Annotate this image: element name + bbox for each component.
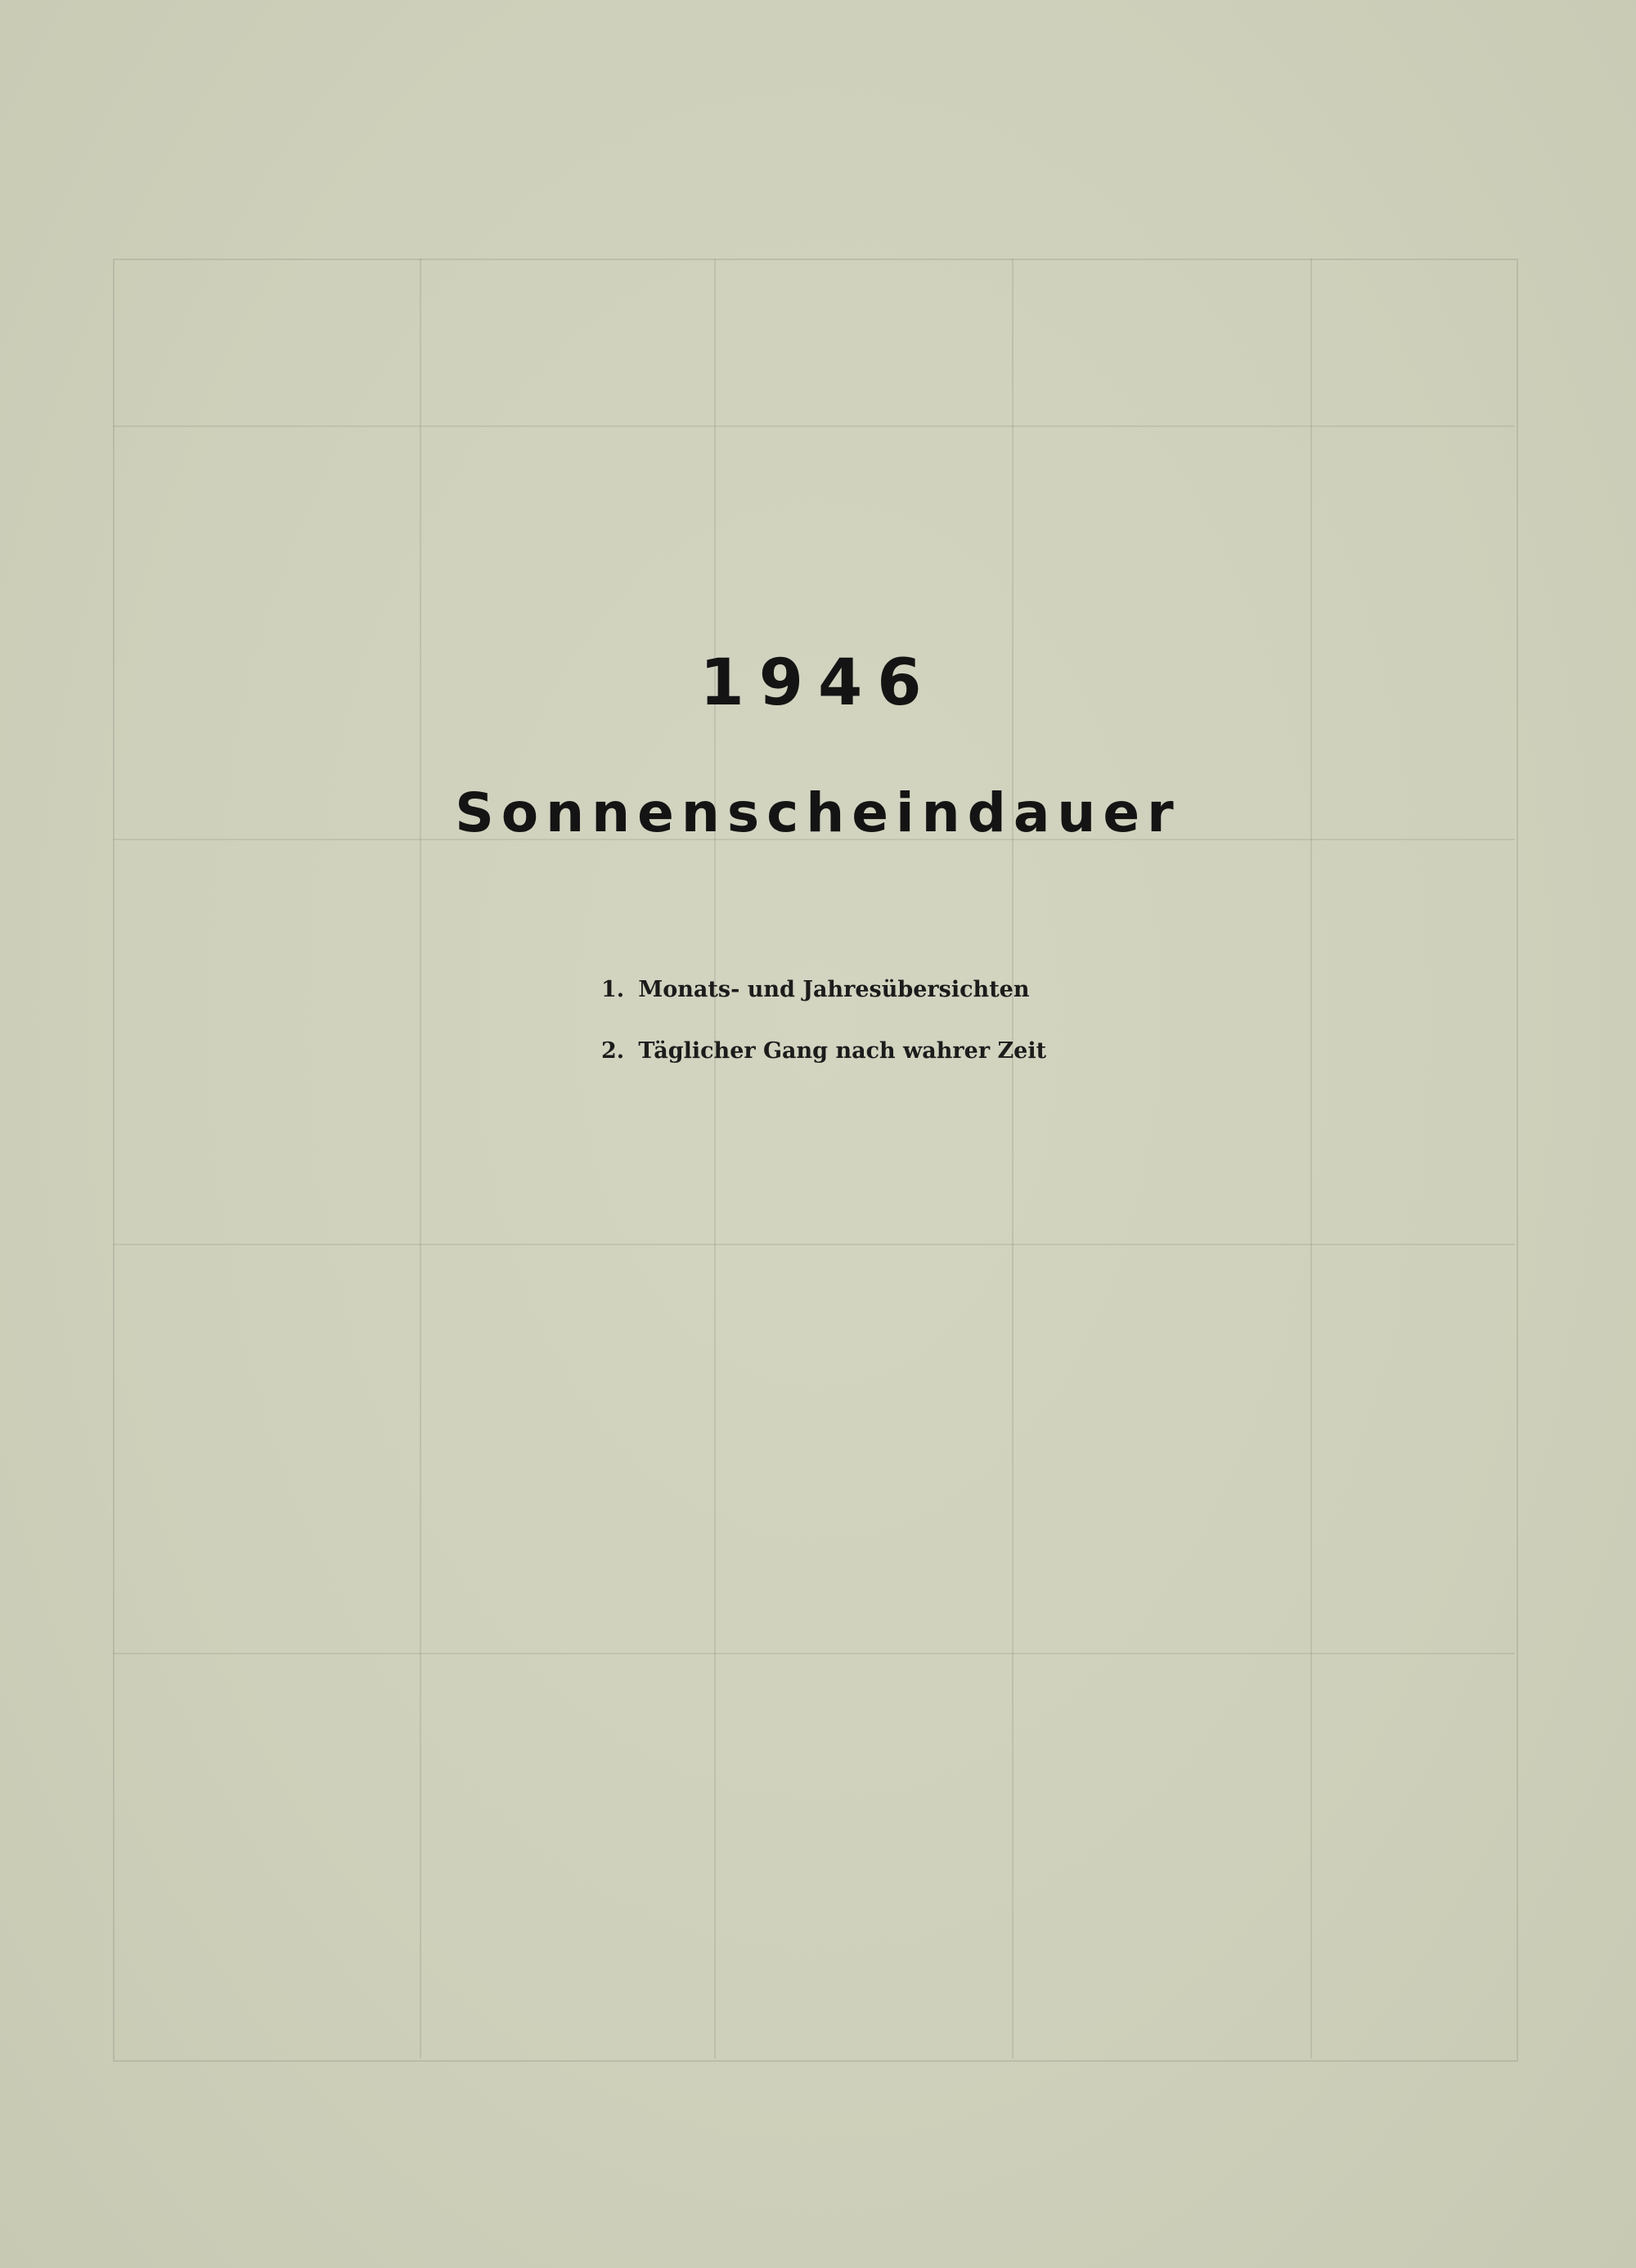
contents-item-number: 1. bbox=[601, 977, 625, 1002]
contents-item bbox=[601, 1035, 1046, 1096]
contents-item bbox=[601, 974, 1046, 1035]
contents-item-text: Monats- und Jahresübersichten bbox=[638, 977, 1030, 1002]
ghost-table-rule bbox=[714, 259, 716, 2059]
contents-item-number: 2. bbox=[601, 1038, 625, 1064]
page-year: 1946 bbox=[699, 646, 937, 720]
ghost-table-rule bbox=[113, 1244, 1515, 1245]
ghost-table-rule bbox=[1012, 259, 1014, 2059]
ghost-table-rule bbox=[113, 1653, 1515, 1654]
contents-item-text: Täglicher Gang nach wahrer Zeit bbox=[638, 1038, 1047, 1064]
page-title: Sonnenscheindauer bbox=[455, 781, 1181, 844]
contents-list bbox=[601, 974, 1046, 1096]
ghost-table-rule bbox=[420, 259, 421, 2059]
ghost-table-rule bbox=[1310, 259, 1312, 2059]
ghost-table-outline bbox=[113, 259, 1518, 2062]
ghost-table-rule bbox=[113, 425, 1515, 427]
